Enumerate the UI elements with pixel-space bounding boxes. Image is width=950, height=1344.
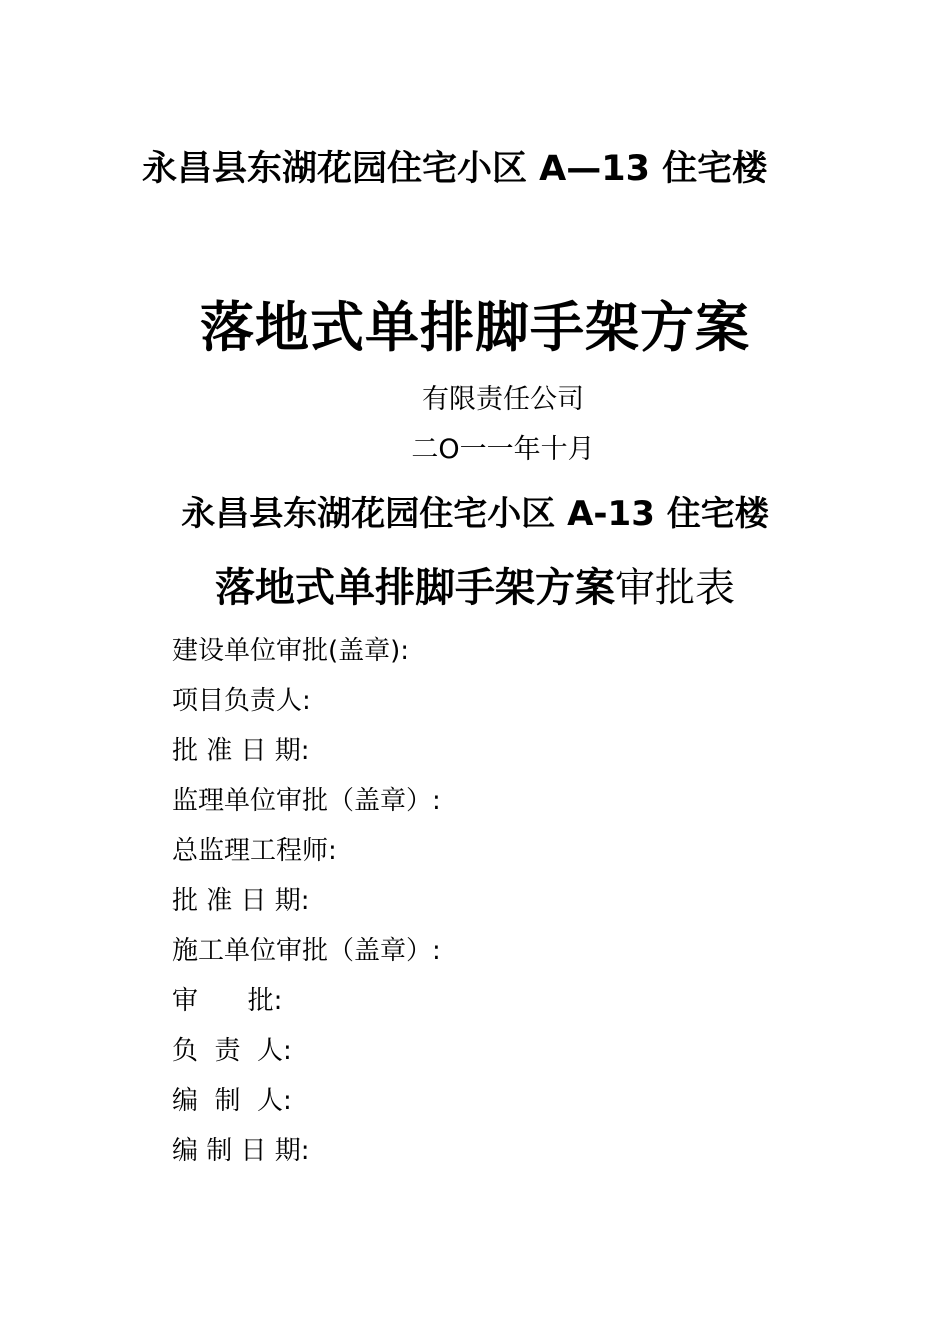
approval-title-bold: 落地式单排脚手架方案	[215, 565, 615, 611]
main-title: 落地式单排脚手架方案	[200, 296, 750, 359]
approval-fields	[172, 626, 441, 1176]
field-approval-date-2: 批 准 日 期:	[172, 886, 310, 916]
field-supervision-unit-approval: 监理单位审批（盖章）:	[172, 786, 441, 816]
approval-title-regular: 审批表	[615, 565, 735, 611]
field-contractor-approval: 施工单位审批（盖章）:	[172, 936, 441, 966]
field-project-leader: 项目负责人:	[172, 686, 311, 716]
field-compiler: 编 制 人:	[172, 1086, 292, 1116]
approval-project-title: 永昌县东湖花园住宅小区 A-13 住宅楼	[181, 494, 769, 534]
company-name: 有限责任公司	[422, 384, 584, 415]
field-compile-date: 编 制 日 期:	[172, 1136, 310, 1166]
project-title: 永昌县东湖花园住宅小区 A—13 住宅楼	[142, 149, 768, 189]
field-construction-unit-approval: 建设单位审批(盖章):	[172, 636, 410, 666]
field-approval-date-1: 批 准 日 期:	[172, 736, 310, 766]
field-responsible-person: 负 责 人:	[172, 1036, 292, 1066]
field-approver: 审 批:	[172, 986, 283, 1016]
approval-form-title	[0, 558, 950, 618]
field-chief-supervising-engineer: 总监理工程师:	[172, 836, 337, 866]
document-date: 二O一一年十月	[411, 434, 595, 465]
